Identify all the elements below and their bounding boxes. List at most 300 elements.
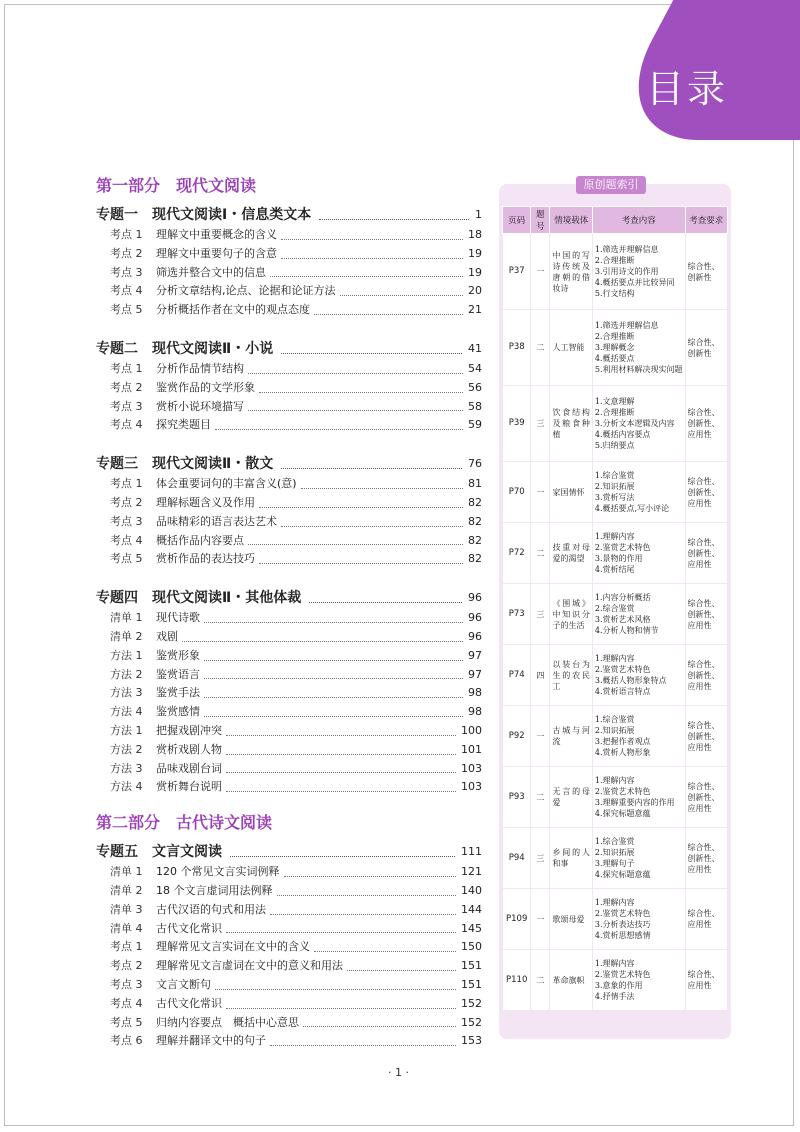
toc-item-page: 96 bbox=[468, 629, 482, 643]
index-row bbox=[503, 234, 728, 310]
toc-item-title: 鉴赏手法 bbox=[156, 686, 200, 700]
index-header-cell: 考查要求 bbox=[685, 207, 727, 234]
chapter-page: 1 bbox=[475, 208, 482, 221]
toc-item-title: 鉴赏语言 bbox=[156, 667, 200, 681]
toc-item bbox=[96, 1032, 482, 1051]
dot-leader bbox=[248, 544, 463, 545]
toc-item bbox=[96, 494, 482, 513]
dot-leader bbox=[277, 895, 457, 896]
toc-item bbox=[96, 995, 482, 1014]
index-page-code: P39 bbox=[503, 386, 531, 462]
toc-item-page: 82 bbox=[468, 514, 482, 528]
toc-item-title: 鉴赏作品的文学形象 bbox=[156, 380, 255, 394]
toc-item-kind: 清单 4 bbox=[110, 921, 143, 935]
index-content-line: 2.合理推断 bbox=[594, 332, 635, 341]
toc-item bbox=[96, 1014, 482, 1033]
index-content-line: 1.筛选并理解信息 bbox=[594, 321, 659, 330]
index-table-header-row bbox=[503, 207, 728, 234]
dot-leader bbox=[340, 295, 464, 296]
toc-item bbox=[96, 416, 482, 435]
toc-item-page: 153 bbox=[461, 1034, 482, 1048]
toc-item-title: 筛选并整合文中的信息 bbox=[156, 265, 266, 279]
index-question-num: 三 bbox=[531, 386, 550, 462]
toc-item bbox=[96, 920, 482, 939]
dot-leader bbox=[204, 716, 463, 717]
index-carrier: 歌颂母爱 bbox=[550, 889, 592, 950]
toc-item-page: 152 bbox=[461, 996, 482, 1010]
dot-leader bbox=[215, 429, 463, 430]
toc-item-page: 152 bbox=[461, 1015, 482, 1029]
toc-item-title: 探究类题目 bbox=[156, 418, 211, 432]
index-table-body bbox=[503, 234, 728, 1011]
toc-item-kind: 考点 1 bbox=[110, 940, 143, 954]
dot-leader bbox=[248, 373, 463, 374]
index-content-line: 1.综合鉴赏 bbox=[594, 471, 635, 480]
index-content-line: 3.理解句子 bbox=[594, 859, 635, 868]
index-content bbox=[592, 950, 685, 1011]
index-content-line: 4.概括内容要点 bbox=[594, 430, 651, 439]
index-carrier: 家国情怀 bbox=[550, 462, 592, 523]
toc-item-kind: 清单 1 bbox=[110, 611, 143, 625]
toc-item-kind: 考点 4 bbox=[110, 533, 143, 547]
dot-leader bbox=[281, 258, 463, 259]
toc-item-title: 分析文章结构,论点、论据和论证方法 bbox=[156, 284, 336, 298]
index-content-line: 3.把握作者观点 bbox=[594, 737, 651, 746]
index-carrier: 乡间的人和事 bbox=[550, 828, 592, 889]
index-carrier: 《围城》中知识分子的生活 bbox=[550, 584, 592, 645]
dot-leader bbox=[281, 526, 463, 527]
dot-leader bbox=[204, 697, 463, 698]
index-content-line: 4.赏析语言特点 bbox=[594, 687, 651, 696]
toc-item-kind: 方法 4 bbox=[110, 780, 143, 794]
toc-item bbox=[96, 741, 482, 760]
toc-item-page: 96 bbox=[468, 611, 482, 625]
index-header-cell: 题号 bbox=[531, 207, 550, 234]
toc-item-kind: 考点 3 bbox=[110, 399, 143, 413]
chapter-row bbox=[96, 453, 482, 475]
index-content-line: 3.意象的作用 bbox=[594, 981, 643, 990]
index-requirement: 综合性、创新性 bbox=[685, 310, 727, 386]
toc-item-kind: 方法 2 bbox=[110, 667, 143, 681]
index-content-line: 5.利用材料解决现实问题 bbox=[594, 365, 683, 374]
index-row bbox=[503, 950, 728, 1011]
index-content-line: 4.概括要点并比较异同 bbox=[594, 278, 675, 287]
index-content-line: 4.赏析思想感情 bbox=[594, 931, 651, 940]
toc-item-page: 19 bbox=[468, 246, 482, 260]
toc-item-title: 古代文化常识 bbox=[156, 996, 222, 1010]
index-question-num: 一 bbox=[531, 234, 550, 310]
index-content bbox=[592, 645, 685, 706]
table-of-contents bbox=[96, 170, 482, 1051]
index-question-num: 一 bbox=[531, 462, 550, 523]
toc-item-page: 151 bbox=[461, 977, 482, 991]
toc-item-page: 56 bbox=[468, 380, 482, 394]
toc-item-page: 81 bbox=[468, 477, 482, 491]
toc-item-page: 144 bbox=[461, 902, 482, 916]
chapter-row bbox=[96, 204, 482, 226]
toc-item bbox=[96, 938, 482, 957]
toc-item bbox=[96, 976, 482, 995]
index-content-line: 2.鉴赏艺术特色 bbox=[594, 909, 651, 918]
toc-item-kind: 考点 3 bbox=[110, 265, 143, 279]
index-page-code: P73 bbox=[503, 584, 531, 645]
toc-item-title: 品味精彩的语言表达艺术 bbox=[156, 514, 277, 528]
toc-item-page: 20 bbox=[468, 284, 482, 298]
dot-leader bbox=[226, 1008, 456, 1009]
index-content bbox=[592, 828, 685, 889]
index-content bbox=[592, 706, 685, 767]
toc-item-title: 归纳内容要点 概括中心意思 bbox=[156, 1015, 299, 1029]
toc-item-title: 分析概括作者在文中的观点态度 bbox=[156, 303, 310, 317]
index-requirement: 综合性、创新性、应用性 bbox=[685, 706, 727, 767]
index-row bbox=[503, 889, 728, 950]
dot-leader bbox=[204, 660, 463, 661]
index-question-num: 二 bbox=[531, 310, 550, 386]
index-question-num: 三 bbox=[531, 828, 550, 889]
toc-item bbox=[96, 282, 482, 301]
dot-leader bbox=[259, 563, 463, 564]
toc-item-page: 151 bbox=[461, 959, 482, 973]
index-content-line: 2.知识拓展 bbox=[594, 848, 635, 857]
toc-item-kind: 考点 4 bbox=[110, 996, 143, 1010]
toc-item-page: 140 bbox=[461, 883, 482, 897]
index-carrier: 饮食结构及粮食种植 bbox=[550, 386, 592, 462]
toc-item-page: 19 bbox=[468, 265, 482, 279]
toc-item-page: 82 bbox=[468, 495, 482, 509]
toc-item bbox=[96, 647, 482, 666]
index-question-num: 三 bbox=[531, 584, 550, 645]
toc-item-kind: 考点 2 bbox=[110, 246, 143, 260]
section-gap bbox=[96, 320, 482, 332]
dot-leader bbox=[259, 507, 463, 508]
index-panel-title: 原创题索引 bbox=[576, 176, 646, 194]
toc-item bbox=[96, 550, 482, 569]
index-header-cell: 考查内容 bbox=[592, 207, 685, 234]
index-content-line: 2.综合鉴赏 bbox=[594, 604, 635, 613]
toc-item-page: 121 bbox=[461, 865, 482, 879]
toc-item-title: 赏析戏剧人物 bbox=[156, 742, 222, 756]
index-page-code: P110 bbox=[503, 950, 531, 1011]
index-content-line: 3.理解概念 bbox=[594, 343, 635, 352]
index-page-code: P92 bbox=[503, 706, 531, 767]
index-content-line: 4.抒情手法 bbox=[594, 992, 635, 1001]
chapter-title: 专题二 现代文阅读Ⅱ・小说 bbox=[96, 340, 274, 357]
index-question-num: 二 bbox=[531, 950, 550, 1011]
dot-leader bbox=[314, 951, 456, 952]
toc-item-title: 古代汉语的句式和用法 bbox=[156, 902, 266, 916]
toc-item-title: 现代诗歌 bbox=[156, 611, 200, 625]
chapter-page: 111 bbox=[461, 845, 482, 859]
toc-item-title: 品味戏剧台词 bbox=[156, 761, 222, 775]
index-content-line: 2.鉴赏艺术特色 bbox=[594, 787, 651, 796]
index-content-line: 3.景物的作用 bbox=[594, 554, 643, 563]
toc-item bbox=[96, 901, 482, 920]
index-content-line: 4.探究标题意蕴 bbox=[594, 809, 651, 818]
index-content-line: 4.赏析人物形象 bbox=[594, 748, 651, 757]
index-header-cell: 情境载体 bbox=[550, 207, 592, 234]
toc-item-kind: 考点 2 bbox=[110, 495, 143, 509]
index-content-line: 1.理解内容 bbox=[594, 654, 635, 663]
toc-item-page: 103 bbox=[461, 780, 482, 794]
dot-leader bbox=[259, 392, 463, 393]
dot-leader bbox=[226, 772, 456, 773]
index-carrier: 古城与河流 bbox=[550, 706, 592, 767]
toc-item bbox=[96, 360, 482, 379]
index-row bbox=[503, 386, 728, 462]
index-question-num: 四 bbox=[531, 645, 550, 706]
toc-item-kind: 考点 2 bbox=[110, 380, 143, 394]
index-page-code: P70 bbox=[503, 462, 531, 523]
index-content-line: 3.赏析写法 bbox=[594, 493, 635, 502]
index-page-code: P74 bbox=[503, 645, 531, 706]
toc-item-title: 赏析小说环境描写 bbox=[156, 399, 244, 413]
index-page-code: P72 bbox=[503, 523, 531, 584]
chapter-page: 96 bbox=[468, 591, 482, 605]
toc-item-kind: 考点 4 bbox=[110, 418, 143, 432]
index-question-num: 一 bbox=[531, 706, 550, 767]
toc-item-page: 82 bbox=[468, 533, 482, 547]
index-content-line: 3.概括人物形象特点 bbox=[594, 676, 667, 685]
index-requirement: 综合性、创新性 bbox=[685, 234, 727, 310]
index-row bbox=[503, 706, 728, 767]
index-content bbox=[592, 234, 685, 310]
index-content-line: 1.理解内容 bbox=[594, 776, 635, 785]
toc-item-title: 鉴赏形象 bbox=[156, 648, 200, 662]
dot-leader bbox=[301, 488, 463, 489]
index-requirement: 综合性、应用性 bbox=[685, 950, 727, 1011]
index-carrier: 技重对母爱的渴望 bbox=[550, 523, 592, 584]
index-content-line: 1.理解内容 bbox=[594, 898, 635, 907]
index-row bbox=[503, 462, 728, 523]
toc-item bbox=[96, 628, 482, 647]
index-requirement: 综合性、创新性、应用性 bbox=[685, 767, 727, 828]
page-number: · 1 · bbox=[388, 1066, 409, 1079]
index-content-line: 3.赏析艺术风格 bbox=[594, 615, 651, 624]
dot-leader bbox=[284, 876, 457, 877]
toc-item-kind: 方法 3 bbox=[110, 686, 143, 700]
index-row bbox=[503, 523, 728, 584]
index-content bbox=[592, 584, 685, 645]
index-content-line: 2.合理推断 bbox=[594, 408, 635, 417]
index-content-line: 3.引用诗文的作用 bbox=[594, 267, 659, 276]
index-content-line: 2.知识拓展 bbox=[594, 482, 635, 491]
toc-item-title: 理解文中重要概念的含义 bbox=[156, 228, 277, 241]
toc-item bbox=[96, 609, 482, 628]
toc-item bbox=[96, 532, 482, 551]
toc-item bbox=[96, 684, 482, 703]
dot-leader bbox=[270, 1045, 456, 1046]
index-page-code: P38 bbox=[503, 310, 531, 386]
toc-item-title: 18 个文言虚词用法例释 bbox=[156, 883, 273, 897]
index-row bbox=[503, 767, 728, 828]
dot-leader bbox=[281, 353, 462, 354]
toc-item bbox=[96, 379, 482, 398]
toc-item-title: 文言文断句 bbox=[156, 977, 211, 991]
toc-item-kind: 方法 1 bbox=[110, 648, 143, 662]
chapter-title: 专题五 文言文阅读 bbox=[96, 844, 222, 861]
toc-item bbox=[96, 863, 482, 882]
section-gap bbox=[96, 569, 482, 581]
toc-item-kind: 考点 5 bbox=[110, 1015, 143, 1029]
toc-item-kind: 考点 3 bbox=[110, 514, 143, 528]
toc-item-kind: 考点 5 bbox=[110, 303, 143, 317]
index-carrier: 人工智能 bbox=[550, 310, 592, 386]
toc-item-page: 21 bbox=[468, 303, 482, 317]
index-carrier: 以装台为生的农民工 bbox=[550, 645, 592, 706]
dot-leader bbox=[347, 970, 456, 971]
dot-leader bbox=[204, 622, 463, 623]
toc-item-title: 理解并翻译文中的句子 bbox=[156, 1034, 266, 1048]
dot-leader bbox=[215, 989, 456, 990]
dot-leader bbox=[248, 410, 463, 411]
toc-item-page: 98 bbox=[468, 705, 482, 719]
chapter-page: 41 bbox=[468, 341, 482, 355]
toc-item-page: 54 bbox=[468, 361, 482, 375]
toc-item-page: 97 bbox=[468, 648, 482, 662]
toc-item-title: 赏析作品的表达技巧 bbox=[156, 552, 255, 566]
toc-item-title: 理解文中重要句子的含意 bbox=[156, 246, 277, 260]
index-content bbox=[592, 889, 685, 950]
toc-item-title: 体会重要词句的丰富含义(意) bbox=[156, 477, 297, 491]
dot-leader bbox=[204, 678, 463, 679]
index-content-line: 1.内容分析概括 bbox=[594, 593, 651, 602]
toc-item bbox=[96, 957, 482, 976]
part-title: 第二部分 古代诗文阅读 bbox=[96, 813, 273, 833]
index-content bbox=[592, 386, 685, 462]
toc-item bbox=[96, 475, 482, 494]
index-page-code: P109 bbox=[503, 889, 531, 950]
toc-item-page: 59 bbox=[468, 418, 482, 432]
index-header-cell: 页码 bbox=[503, 207, 531, 234]
toc-item-title: 鉴赏感情 bbox=[156, 705, 200, 719]
dot-leader bbox=[226, 932, 456, 933]
dot-leader bbox=[182, 641, 463, 642]
dot-leader bbox=[270, 276, 463, 277]
index-content bbox=[592, 462, 685, 523]
toc-item-title: 120 个常见文言实词例释 bbox=[156, 865, 280, 879]
index-content-line: 2.鉴赏艺术特色 bbox=[594, 543, 651, 552]
toc-item bbox=[96, 722, 482, 741]
chapter-row bbox=[96, 587, 482, 609]
index-row bbox=[503, 645, 728, 706]
index-content-line: 5.归纳要点 bbox=[594, 441, 635, 450]
index-requirement: 综合性、创新性、应用性 bbox=[685, 523, 727, 584]
index-content-line: 2.合理推断 bbox=[594, 256, 635, 265]
index-content-line: 1.综合鉴赏 bbox=[594, 715, 635, 724]
toc-item-kind: 考点 3 bbox=[110, 977, 143, 991]
index-requirement: 综合性、创新性、应用性 bbox=[685, 645, 727, 706]
index-content-line: 4.分析人物和情节 bbox=[594, 626, 659, 635]
index-question-num: 二 bbox=[531, 767, 550, 828]
index-question-num: 一 bbox=[531, 889, 550, 950]
index-content-line: 1.理解内容 bbox=[594, 959, 635, 968]
index-content-line: 4.探究标题意蕴 bbox=[594, 870, 651, 879]
toc-item-title: 理解常见文言虚词在文中的意义和用法 bbox=[156, 959, 343, 973]
index-row bbox=[503, 310, 728, 386]
index-content bbox=[592, 523, 685, 584]
toc-item-title: 古代文化常识 bbox=[156, 921, 222, 935]
index-content-line: 5.行文结构 bbox=[594, 289, 635, 298]
chapter-row bbox=[96, 841, 482, 863]
toc-item-page: 58 bbox=[468, 399, 482, 413]
toc-item-title: 概括作品内容要点 bbox=[156, 533, 244, 547]
dot-leader bbox=[281, 239, 463, 240]
toc-item-title: 理解常见文言实词在文中的含义 bbox=[156, 940, 310, 954]
part-title: 第一部分 现代文阅读 bbox=[96, 176, 257, 195]
index-page-code: P37 bbox=[503, 234, 531, 310]
toc-item-kind: 清单 2 bbox=[110, 629, 143, 643]
index-content-line: 3.分析文本逻辑及内容 bbox=[594, 419, 675, 428]
toc-item-kind: 考点 1 bbox=[110, 361, 143, 375]
index-row bbox=[503, 828, 728, 889]
toc-item bbox=[96, 882, 482, 901]
index-page-code: P94 bbox=[503, 828, 531, 889]
toc-item-kind: 考点 2 bbox=[110, 959, 143, 973]
dot-leader bbox=[226, 791, 456, 792]
index-table bbox=[502, 206, 728, 1011]
toc-item-page: 18 bbox=[468, 228, 482, 241]
index-content-line: 1.筛选并理解信息 bbox=[594, 245, 659, 254]
index-requirement: 综合性、创新性、应用性 bbox=[685, 828, 727, 889]
toc-item-kind: 清单 1 bbox=[110, 865, 143, 879]
index-carrier: 无言的母爱 bbox=[550, 767, 592, 828]
chapter-title: 专题一 现代文阅读Ⅰ・信息类文本 bbox=[96, 207, 312, 223]
dot-leader bbox=[281, 468, 462, 469]
header-tab bbox=[612, 0, 800, 140]
index-content bbox=[592, 310, 685, 386]
dot-leader bbox=[230, 856, 455, 857]
toc-item bbox=[96, 245, 482, 264]
chapter-title: 专题三 现代文阅读Ⅱ・散文 bbox=[96, 456, 274, 473]
dot-leader bbox=[226, 735, 456, 736]
dot-leader bbox=[314, 314, 463, 315]
index-content bbox=[592, 767, 685, 828]
toc-item bbox=[96, 760, 482, 779]
toc-item-kind: 考点 1 bbox=[110, 477, 143, 491]
index-requirement: 综合性、创新性、应用性 bbox=[685, 462, 727, 523]
toc-item-kind: 清单 3 bbox=[110, 902, 143, 916]
toc-item-page: 82 bbox=[468, 552, 482, 566]
dot-leader bbox=[303, 1026, 456, 1027]
index-requirement: 综合性、应用性 bbox=[685, 889, 727, 950]
index-content-line: 1.理解内容 bbox=[594, 532, 635, 541]
toc-item-title: 赏析舞台说明 bbox=[156, 780, 222, 794]
dot-leader bbox=[319, 219, 469, 220]
toc-item-kind: 考点 1 bbox=[110, 228, 143, 241]
dot-leader bbox=[226, 754, 456, 755]
toc-item-kind: 方法 3 bbox=[110, 761, 143, 775]
index-content-line: 4.概括要点,写小评论 bbox=[594, 504, 670, 513]
index-content-line: 2.鉴赏艺术特色 bbox=[594, 665, 651, 674]
toc-item bbox=[96, 513, 482, 532]
index-requirement: 综合性、创新性、应用性 bbox=[685, 386, 727, 462]
toc-item-kind: 考点 6 bbox=[110, 1034, 143, 1048]
index-content-line: 3.理解重要内容的作用 bbox=[594, 798, 675, 807]
toc-item-page: 145 bbox=[461, 921, 482, 935]
chapter-title: 专题四 现代文阅读Ⅱ・其他体裁 bbox=[96, 590, 302, 607]
index-content-line: 2.鉴赏艺术特色 bbox=[594, 970, 651, 979]
toc-item-title: 理解标题含义及作用 bbox=[156, 495, 255, 509]
dot-leader bbox=[309, 602, 462, 603]
section-gap bbox=[96, 435, 482, 447]
toc-item bbox=[96, 301, 482, 320]
toc-item-kind: 方法 1 bbox=[110, 723, 143, 737]
toc-item-kind: 考点 5 bbox=[110, 552, 143, 566]
index-content-line: 1.综合鉴赏 bbox=[594, 837, 635, 846]
toc-item-page: 150 bbox=[461, 940, 482, 954]
toc-item-kind: 清单 2 bbox=[110, 883, 143, 897]
toc-item-page: 103 bbox=[461, 761, 482, 775]
